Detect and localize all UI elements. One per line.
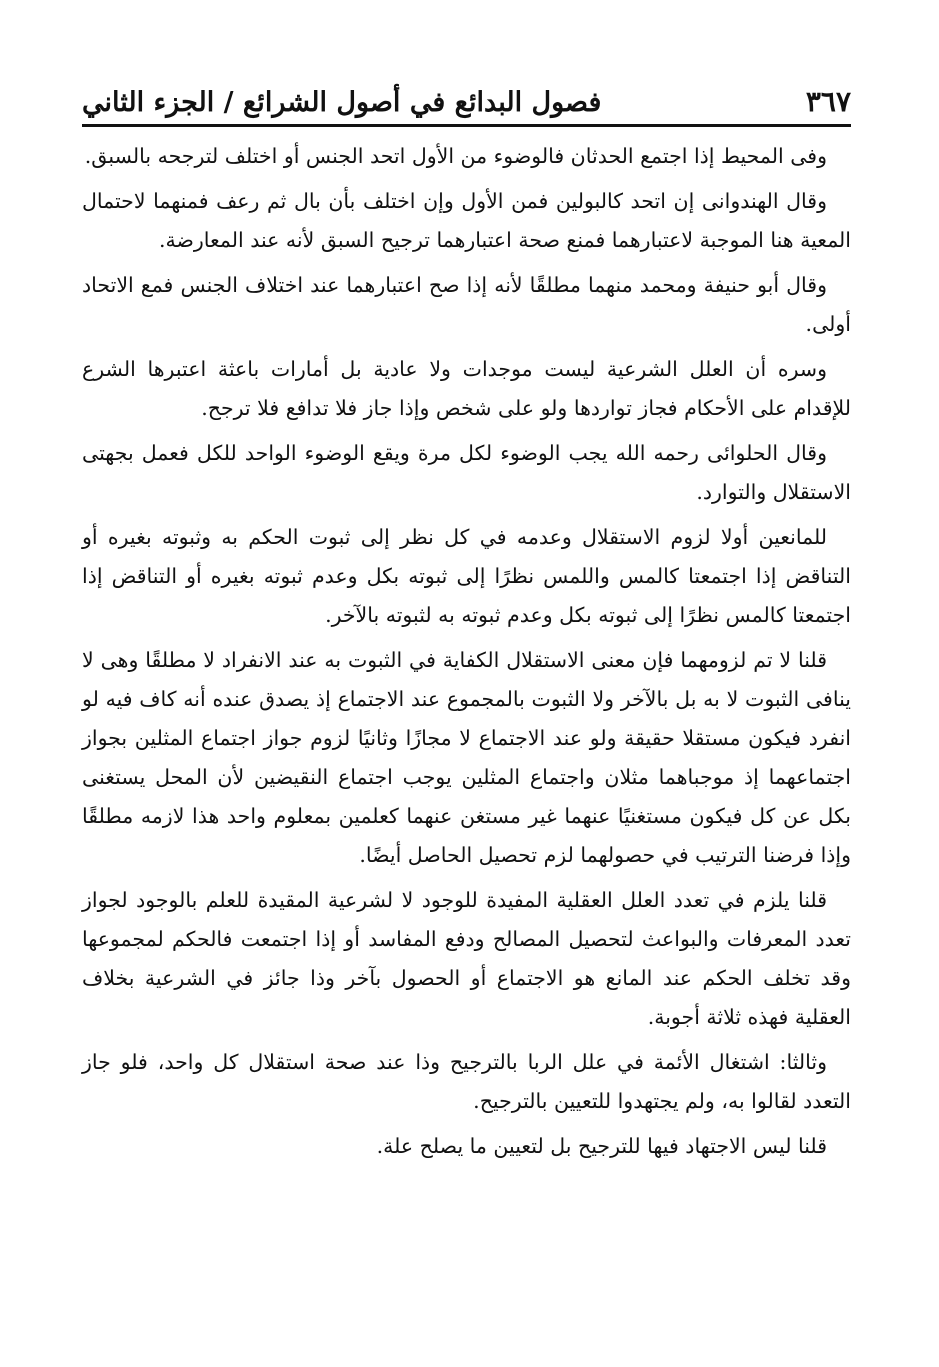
page-number: ٣٦٧ [805,85,851,118]
paragraph-3: وقال أبو حنيفة ومحمد منهما مطلقًا لأنه إذا صح اعتبارهما عند اختلاف الجنس فمع الاتحاد أولى. [82,273,851,336]
running-title: فصول البدائع في أصول الشرائع / الجزء الثاني [82,87,602,118]
paragraph-4: وسره أن العلل الشرعية ليست موجدات ولا عادية بل أمارات باعثة اعتبرها الشرع للإقدام على الأحكام فجاز تواردها ولو على شخص وإذا جاز فلا تدافع فلا ترجح. [82,357,851,420]
paragraph-8: قلنا يلزم في تعدد العلل العقلية المفيدة للوجود لا لشرعية المقيدة للعلم بالوجود لجواز تعدد المعرفات والبواعث لتحصيل المصالح ودفع المفاسد أو إذا اجتمعت فالحكم لمجموعها وقد تخلف الحكم عند المانع هو الاجتماع أو الحصول بآخر وذا جائز في الشرعية بخلاف العقلية فهذه ثلاثة أجوبة. [82,888,851,1029]
paragraph-10: قلنا ليس الاجتهاد فيها للترجيح بل لتعيين ما يصلح علة. [376,1134,827,1158]
paragraph-7: قلنا لا تم لزومهما فإن معنى الاستقلال الكفاية في الثبوت به عند الانفراد لا مطلقًا وهى لا ينافى الثبوت لا به بل بالآخر ولا الثبوت بالمجموع عند الاجتماع إذ يصدق عنده أنه كاف فيه لو انفرد فيكون مستقلا حقيقة ولو عند الاجتماع لا مجازًا وثانيًا لزوم جواز اجتماع المثلين بجواز اجتماعهما إذ موجباهما مثلان واجتماع المثلين يوجب اجتماع النقيضين لأن المحل يستغنى بكل عن كل فيكون مستغنيًا عنهما غير مستغن عنهما كعلمين بمعلوم واحد هذا لازمه مطلقًا وإذا فرضنا الترتيب في حصولهما لزم تحصيل الحاصل أيضًا. [82,648,851,867]
paragraph-6: للمانعين أولا لزوم الاستقلال وعدمه في كل نظر إلى ثبوت الحكم به وثبوته بغيره أو التناقض إذا اجتمعتا كالمس واللمس نظرًا إلى ثبوته بكل وعدم ثبوته بغيره أو التناقض إذا اجتمعتا كالمس نظرًا إلى ثبوته بكل وعدم ثبوته به لثبوته بالآخر. [82,525,851,627]
body-text [82,137,851,1166]
page-header [82,68,851,127]
paragraph-1: وفى المحيط إذا اجتمع الحدثان فالوضوء من الأول اتحد الجنس أو اختلف لترجحه بالسبق. [84,144,827,168]
paragraph-9: وثالثا: اشتغال الأئمة في علل الربا بالترجيح وذا عند صحة استقلال كل واحد، فلو جاز التعدد لقالوا به، ولم يجتهدوا للتعيين بالترجيح. [82,1050,851,1113]
paragraph-5: وقال الحلوائى رحمه الله يجب الوضوء لكل مرة ويقع الوضوء الواحد للكل فعمل بجهتى الاستقلال والتوارد. [82,441,851,504]
paragraph-2: وقال الهندوانى إن اتحد كالبولين فمن الأول وإن اختلف بأن بال ثم رعف فمنهما لاحتمال المعية هنا الموجبة لاعتبارهما فمنع صحة اعتبارهما ترجيح السبق لأنه عند المعارضة. [82,189,851,252]
